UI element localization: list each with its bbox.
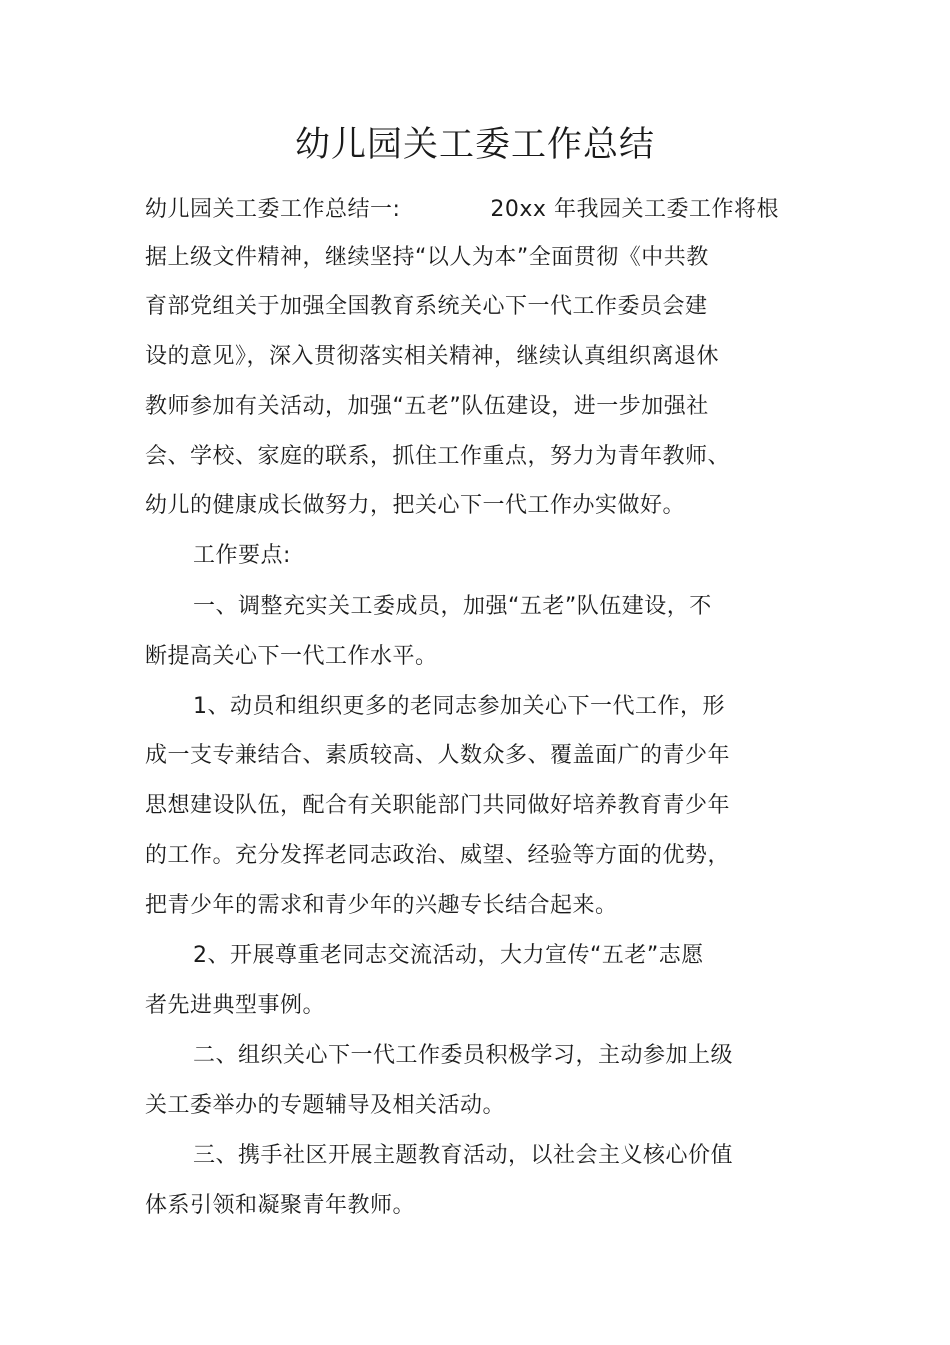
paragraph-line: 体系引领和凝聚青年教师。: [145, 1193, 416, 1218]
paragraph-line: [145, 195, 779, 225]
paragraph-line: 关工委举办的专题辅导及相关活动。: [145, 1093, 506, 1118]
paragraph-line: 一、调整充实关工委成员，加强“五老”队伍建设，不: [193, 594, 712, 619]
intro-text: 20xx 年我园关工委工作将根: [490, 197, 779, 222]
paragraph-line: 三、携手社区开展主题教育活动，以社会主义核心价值: [193, 1143, 734, 1168]
paragraph-line: 1、动员和组织更多的老同志参加关心下一代工作，形: [193, 694, 725, 719]
paragraph-line: 二、组织关心下一代工作委员积极学习，主动参加上级: [193, 1043, 734, 1068]
paragraph-line: 断提高关心下一代工作水平。: [145, 644, 438, 669]
paragraph-line: 据上级文件精神，继续坚持“以人为本”全面贯彻《中共教: [145, 245, 709, 270]
paragraph-line: 育部党组关于加强全国教育系统关心下一代工作委员会建: [145, 294, 708, 319]
paragraph-line: 幼儿的健康成长做努力，把关心下一代工作办实做好。: [145, 493, 686, 518]
document-title: 幼儿园关工委工作总结: [294, 125, 655, 165]
paragraph-line: 把青少年的需求和青少年的兴趣专长结合起来。: [145, 893, 618, 918]
paragraph-line: 2、开展尊重老同志交流活动，大力宣传“五老”志愿: [193, 943, 704, 968]
intro-label: 幼儿园关工委工作总结一:: [145, 197, 401, 222]
paragraph-line: 教师参加有关活动，加强“五老”队伍建设，进一步加强社: [145, 394, 709, 419]
paragraph-line: 思想建设队伍，配合有关职能部门共同做好培养教育青少年: [145, 793, 731, 818]
section-heading: 工作要点:: [193, 543, 291, 568]
paragraph-line: 的工作。充分发挥老同志政治、威望、经验等方面的优势，: [145, 843, 731, 868]
paragraph-line: 会、学校、家庭的联系，抓住工作重点，努力为青年教师、: [145, 444, 731, 469]
paragraph-line: 者先进典型事例。: [145, 993, 326, 1018]
paragraph-line: 成一支专兼结合、素质较高、人数众多、覆盖面广的青少年: [145, 743, 731, 768]
paragraph-line: 设的意见》，深入贯彻落实相关精神，继续认真组织离退休: [145, 344, 720, 369]
